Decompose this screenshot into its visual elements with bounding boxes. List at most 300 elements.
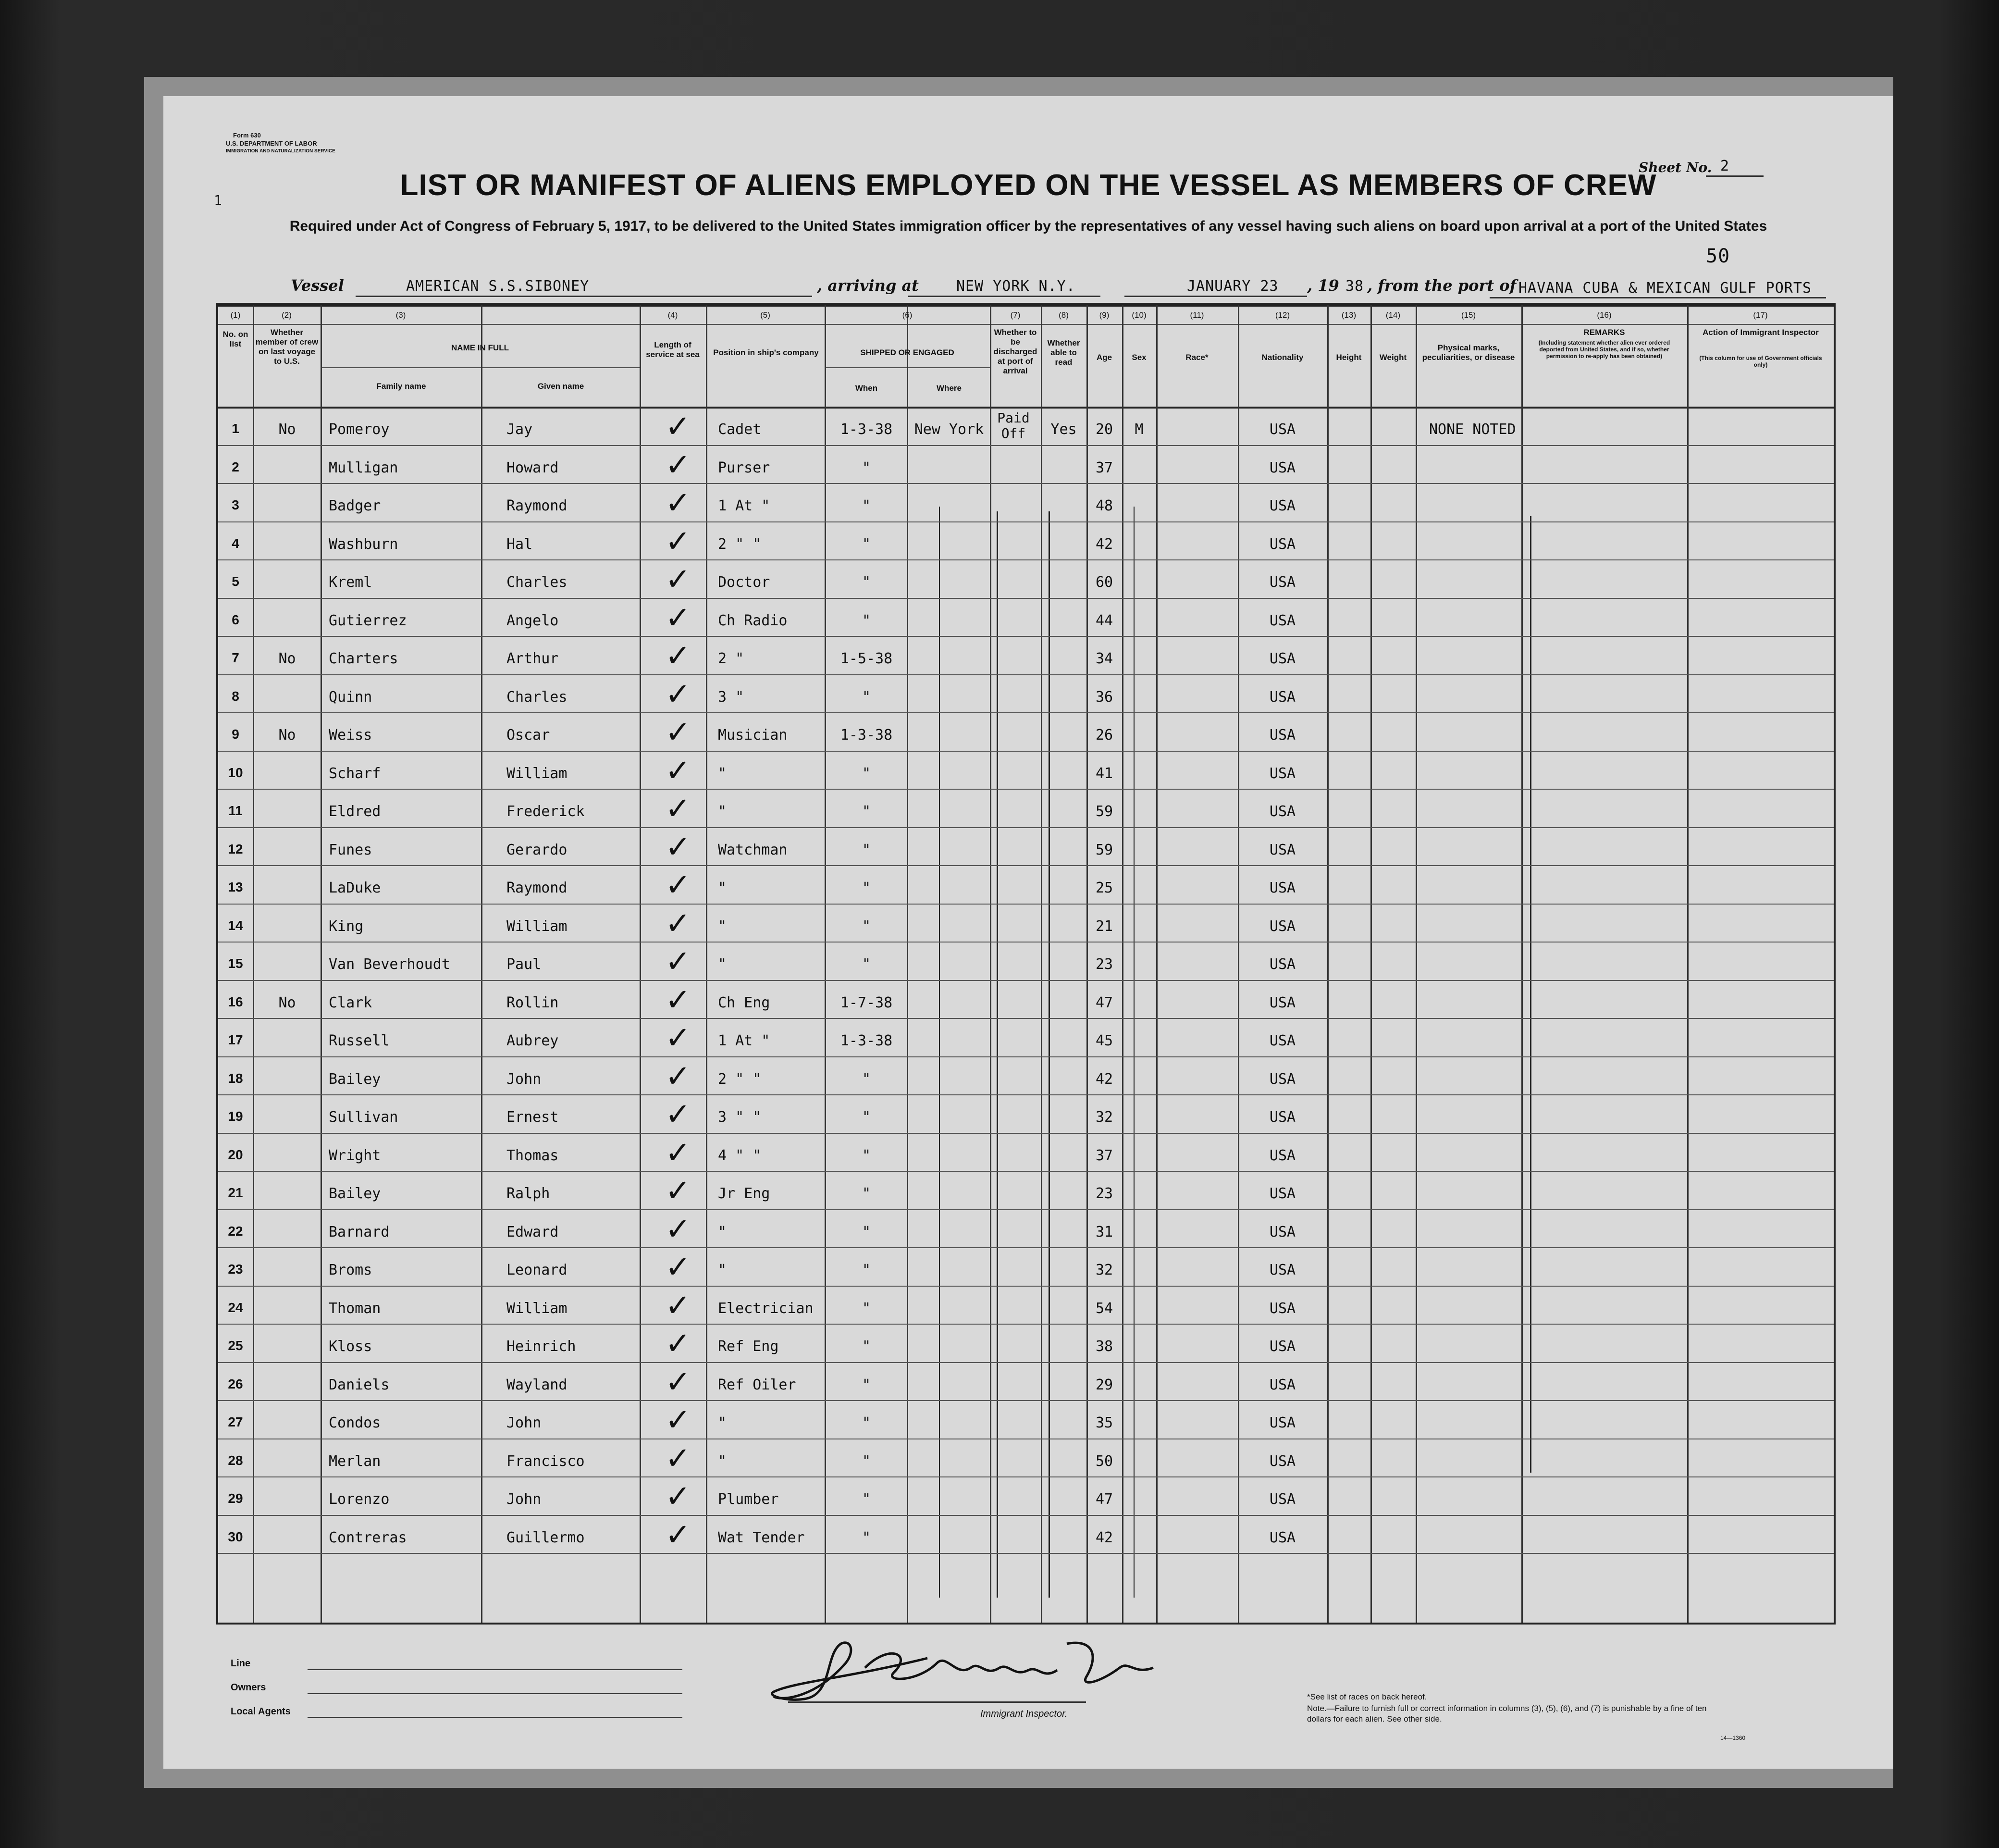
cell-row-number: 21 — [228, 1185, 243, 1200]
cell-shipped-when: " — [862, 1338, 871, 1355]
cell-shipped-when: " — [862, 880, 871, 896]
cell-given-name: Howard — [506, 459, 559, 476]
col4-header: Length of service at sea — [646, 340, 700, 359]
table-row — [218, 1094, 1834, 1133]
check-mark-icon: ✓ — [665, 944, 691, 980]
cell-shipped-when: " — [862, 1147, 871, 1164]
cell-age: 37 — [1095, 459, 1113, 476]
col10-header: Sex — [1132, 353, 1147, 362]
check-mark-icon: ✓ — [665, 982, 691, 1018]
cell-family-name: LaDuke — [329, 880, 381, 896]
check-mark-icon: ✓ — [665, 1479, 691, 1514]
col16-header: REMARKS — [1583, 328, 1625, 337]
cell-given-name: Frederick — [506, 803, 585, 820]
cell-family-name: Kloss — [329, 1338, 372, 1355]
cell-given-name: Wayland — [506, 1376, 568, 1393]
cell-age: 47 — [1095, 994, 1113, 1011]
col2-header: Whether member of crew on last voyage to U.S. — [255, 328, 319, 366]
table-row — [218, 1400, 1834, 1439]
cell-given-name: William — [506, 918, 568, 935]
check-mark-icon: ✓ — [665, 523, 691, 559]
cell-age: 59 — [1095, 841, 1113, 858]
cell-shipped-when: " — [862, 1376, 871, 1393]
cell-age: 32 — [1095, 1109, 1113, 1126]
cell-age: 59 — [1095, 803, 1113, 820]
cell-shipped-when: " — [862, 574, 871, 591]
cell-position: " — [718, 803, 727, 820]
cell-family-name: Quinn — [329, 688, 372, 706]
cell-nationality: USA — [1269, 1491, 1296, 1508]
table-row — [218, 483, 1834, 521]
cell-given-name: John — [506, 1491, 542, 1508]
page-title: LIST OR MANIFEST OF ALIENS EMPLOYED ON THE VESSEL AS MEMBERS OF CREW — [400, 169, 1657, 202]
col11-header: Race* — [1185, 353, 1209, 362]
check-mark-icon: ✓ — [665, 638, 691, 674]
local-agents-label: Local Agents — [231, 1706, 291, 1717]
cell-family-name: Barnard — [329, 1223, 390, 1240]
cell-nationality: USA — [1269, 841, 1296, 858]
cell-nationality: USA — [1269, 1147, 1296, 1164]
cell-nationality: USA — [1269, 880, 1296, 896]
cell-nationality: USA — [1269, 918, 1296, 935]
cell-family-name: Sullivan — [329, 1109, 398, 1126]
cell-shipped-when: " — [862, 688, 871, 706]
table-row — [218, 445, 1834, 484]
cell-nationality: USA — [1269, 1376, 1296, 1393]
cell-row-number: 8 — [232, 688, 239, 704]
col11-number: (11) — [1190, 310, 1204, 320]
cell-shipped-when: " — [862, 1185, 871, 1202]
check-mark-icon: ✓ — [665, 905, 691, 942]
cell-given-name: Gerardo — [506, 841, 568, 858]
cell-row-number: 29 — [228, 1491, 243, 1506]
cell-row-number: 1 — [232, 421, 239, 436]
cell-position: " — [718, 765, 727, 782]
cell-shipped-when: 1-7-38 — [840, 994, 893, 1011]
departure-port: HAVANA CUBA & MEXICAN GULF PORTS — [1518, 280, 1812, 297]
cell-position: " — [718, 1414, 727, 1431]
col9-number: (9) — [1099, 310, 1110, 320]
table-row — [218, 1286, 1834, 1324]
col5-number: (5) — [760, 310, 770, 320]
cell-shipped-when: 1-3-38 — [840, 1032, 893, 1049]
service-name: IMMIGRATION AND NATURALIZATION SERVICE — [226, 149, 335, 154]
cell-nationality: USA — [1269, 612, 1296, 629]
inspector-label: Immigrant Inspector. — [980, 1709, 1068, 1719]
cell-shipped-when: " — [862, 1109, 871, 1126]
inspector-signature — [754, 1625, 1283, 1711]
cell-shipped-when: " — [862, 1529, 871, 1546]
cell-age: 50 — [1095, 1452, 1113, 1470]
cell-given-name: Hal — [506, 535, 533, 553]
cell-row-number: 30 — [228, 1529, 243, 1544]
cell-position: Cadet — [718, 421, 762, 438]
cell-family-name: Van Beverhoudt — [329, 956, 450, 973]
check-mark-icon: ✓ — [665, 485, 691, 521]
cell-nationality: USA — [1269, 1109, 1296, 1126]
check-mark-icon: ✓ — [665, 1020, 691, 1056]
col15-header: Physical marks, peculiarities, or disease — [1422, 343, 1515, 362]
col13-header: Height — [1336, 353, 1362, 362]
cell-row-number: 14 — [228, 918, 243, 933]
col3-header: NAME IN FULL — [451, 343, 509, 352]
cell-family-name: Scharf — [329, 765, 381, 782]
cell-given-name: Raymond — [506, 880, 568, 896]
cell-nationality: USA — [1269, 421, 1296, 438]
cell-row-number: 18 — [228, 1070, 243, 1086]
table-row — [218, 1362, 1834, 1401]
cell-nationality: USA — [1269, 1185, 1296, 1202]
cell-shipped-when: 1-3-38 — [840, 727, 893, 744]
check-mark-icon: ✓ — [665, 1326, 691, 1362]
cell-given-name: John — [506, 1414, 542, 1431]
arriving-label: , arriving at — [817, 276, 919, 295]
cell-nationality: USA — [1269, 1300, 1296, 1317]
cell-shipped-where: New York — [914, 421, 984, 438]
cell-row-number: 3 — [232, 497, 239, 512]
cell-given-name: William — [506, 765, 568, 782]
col8-header: Whether able to read — [1047, 338, 1080, 367]
col6b-header: Where — [937, 384, 962, 393]
cell-family-name: Clark — [329, 994, 372, 1011]
cell-shipped-when: " — [862, 918, 871, 935]
table-row — [218, 674, 1834, 713]
cell-last-voyage: No — [278, 727, 296, 744]
cell-age: 54 — [1095, 1300, 1113, 1317]
cell-row-number: 12 — [228, 841, 243, 856]
table-row — [218, 1247, 1834, 1286]
cell-age: 42 — [1095, 1529, 1113, 1546]
cell-given-name: Heinrich — [506, 1338, 576, 1355]
cell-family-name: Kreml — [329, 574, 372, 591]
cell-age: 42 — [1095, 535, 1113, 553]
cell-age: 32 — [1095, 1262, 1113, 1278]
cell-shipped-when: " — [862, 841, 871, 858]
check-mark-icon: ✓ — [665, 1288, 691, 1324]
cell-family-name: Daniels — [329, 1376, 390, 1393]
cell-age: 36 — [1095, 688, 1113, 706]
col17-header: Action of Immigrant Inspector — [1703, 328, 1819, 337]
cell-row-number: 23 — [228, 1262, 243, 1277]
cell-shipped-when: " — [862, 1414, 871, 1431]
cell-age: 23 — [1095, 956, 1113, 973]
cell-shipped-when: " — [862, 765, 871, 782]
cell-shipped-when: " — [862, 1223, 871, 1240]
department-name: U.S. DEPARTMENT OF LABOR — [226, 140, 317, 147]
table-row — [218, 865, 1834, 904]
table-row — [218, 1515, 1834, 1553]
check-mark-icon: ✓ — [665, 447, 691, 483]
cell-age: 44 — [1095, 612, 1113, 629]
cell-given-name: Guillermo — [506, 1529, 585, 1546]
col6-number: (6) — [902, 310, 913, 320]
cell-family-name: Bailey — [329, 1070, 381, 1088]
check-mark-icon: ✓ — [665, 1517, 691, 1553]
cell-row-number: 17 — [228, 1032, 243, 1047]
cell-position: Ref Eng — [718, 1338, 779, 1355]
check-mark-icon: ✓ — [665, 868, 691, 903]
cell-shipped-when: 1-3-38 — [840, 421, 893, 438]
cell-given-name: Ernest — [506, 1109, 559, 1126]
cell-family-name: Washburn — [329, 535, 398, 553]
col10-number: (10) — [1132, 310, 1147, 320]
penalty-note: Note.—Failure to furnish full or correct information in columns (3), (5), (6), and (7) is punishable by a fine of ten dollars for each alien. See other side. — [1307, 1704, 1707, 1724]
cell-age: 60 — [1095, 574, 1113, 591]
cell-position: Ch Radio — [718, 612, 788, 629]
cell-row-number: 16 — [228, 994, 243, 1009]
cell-age: 26 — [1095, 727, 1113, 744]
print-code: 14—1360 — [1720, 1735, 1746, 1741]
arrival-date: JANUARY 23 — [1187, 278, 1279, 295]
cell-position: " — [718, 1223, 727, 1240]
cell-family-name: Badger — [329, 497, 381, 514]
check-mark-icon: ✓ — [665, 1135, 691, 1171]
sheet-label: Sheet No. — [1639, 160, 1712, 175]
table-row — [218, 751, 1834, 789]
cell-family-name: Contreras — [329, 1529, 407, 1546]
cell-position: Watchman — [718, 841, 788, 858]
owners-label: Owners — [231, 1682, 266, 1693]
vessel-label: Vessel — [291, 276, 344, 295]
cell-given-name: Oscar — [506, 727, 550, 744]
col12-header: Nationality — [1261, 353, 1304, 362]
cell-position: 3 " — [718, 688, 744, 706]
check-mark-icon: ✓ — [665, 1058, 691, 1094]
cell-given-name: Thomas — [506, 1147, 559, 1164]
col6a-header: When — [855, 384, 878, 393]
cell-row-number: 26 — [228, 1376, 243, 1391]
races-note: *See list of races on back hereof. — [1307, 1692, 1427, 1701]
sheet-number: 2 — [1720, 158, 1730, 174]
col17-number: (17) — [1753, 310, 1768, 320]
arrival-port: NEW YORK N.Y. — [956, 278, 1075, 295]
cell-position: Electrician — [718, 1300, 814, 1317]
col3b-header: Given name — [537, 382, 584, 391]
check-mark-icon: ✓ — [665, 676, 691, 712]
cell-age: 45 — [1095, 1032, 1113, 1049]
table-row — [218, 1209, 1834, 1248]
cell-row-number: 5 — [232, 574, 239, 589]
cell-given-name: Charles — [506, 574, 568, 591]
cell-shipped-when: " — [862, 956, 871, 973]
cell-position: Ref Oiler — [718, 1376, 796, 1393]
cell-age: 48 — [1095, 497, 1113, 514]
col6-header: SHIPPED OR ENGAGED — [860, 348, 954, 357]
col16-subheader: (Including statement whether alien ever ordered deported from United States, and if so, whether permission to re-apply has been obtained) — [1538, 339, 1670, 360]
cell-row-number: 9 — [232, 727, 239, 742]
cell-shipped-when: " — [862, 497, 871, 514]
table-row — [218, 712, 1834, 751]
arrival-year: 38 — [1345, 278, 1364, 295]
cell-position: 1 At " — [718, 497, 770, 514]
cell-given-name: Angelo — [506, 612, 559, 629]
cell-position: 2 " " — [718, 1070, 762, 1088]
cell-given-name: Jay — [506, 421, 533, 438]
signature-text — [754, 1629, 762, 1630]
cell-given-name: Aubrey — [506, 1032, 559, 1049]
cell-given-name: William — [506, 1300, 568, 1317]
vessel-name: AMERICAN S.S.SIBONEY — [406, 278, 590, 295]
cell-given-name: Rollin — [506, 994, 559, 1011]
cell-age: 23 — [1095, 1185, 1113, 1202]
table-row — [218, 942, 1834, 980]
cell-position: " — [718, 1452, 727, 1470]
cell-nationality: USA — [1269, 688, 1296, 706]
check-mark-icon: ✓ — [665, 1250, 691, 1285]
cell-position: Doctor — [718, 574, 770, 591]
page-mark: 1 — [214, 192, 222, 208]
cell-able-to-read: Yes — [1050, 421, 1077, 438]
col13-number: (13) — [1341, 310, 1357, 320]
check-mark-icon: ✓ — [665, 1211, 691, 1247]
check-mark-icon: ✓ — [665, 753, 691, 789]
col16-number: (16) — [1597, 310, 1612, 320]
cell-row-number: 11 — [228, 803, 243, 818]
table-row — [218, 598, 1834, 636]
cell-row-number: 4 — [232, 535, 239, 551]
check-mark-icon: ✓ — [665, 1402, 691, 1438]
cell-shipped-when: " — [862, 1070, 871, 1088]
cell-row-number: 24 — [228, 1300, 243, 1315]
cell-nationality: USA — [1269, 956, 1296, 973]
col3a-header: Family name — [376, 382, 426, 391]
cell-age: 42 — [1095, 1070, 1113, 1088]
table-row — [218, 1056, 1834, 1095]
table-row — [218, 1018, 1834, 1056]
cell-nationality: USA — [1269, 765, 1296, 782]
cell-position: Plumber — [718, 1491, 779, 1508]
cell-shipped-when: " — [862, 1300, 871, 1317]
cell-age: 35 — [1095, 1414, 1113, 1431]
table-row — [218, 407, 1834, 445]
cell-shipped-when: " — [862, 1491, 871, 1508]
cell-family-name: Lorenzo — [329, 1491, 390, 1508]
cell-shipped-when: " — [862, 803, 871, 820]
cell-age: 31 — [1095, 1223, 1113, 1240]
check-mark-icon: ✓ — [665, 1364, 691, 1400]
table-row — [218, 1133, 1834, 1171]
cell-nationality: USA — [1269, 727, 1296, 744]
cell-position: Wat Tender — [718, 1529, 805, 1546]
cell-physical-marks: NONE NOTED — [1429, 421, 1516, 438]
table-row — [218, 1439, 1834, 1477]
cell-last-voyage: No — [278, 994, 296, 1011]
crew-table — [216, 303, 1836, 1625]
cell-given-name: Francisco — [506, 1452, 585, 1470]
check-mark-icon: ✓ — [665, 1440, 691, 1476]
table-row — [218, 559, 1834, 598]
check-mark-icon: ✓ — [665, 409, 691, 445]
cell-given-name: Raymond — [506, 497, 568, 514]
check-mark-icon: ✓ — [665, 829, 691, 865]
cell-family-name: Eldred — [329, 803, 381, 820]
cell-position: 4 " " — [718, 1147, 762, 1164]
col7-number: (7) — [1010, 310, 1021, 320]
cell-age: 41 — [1095, 765, 1113, 782]
cell-family-name: Weiss — [329, 727, 372, 744]
cell-age: 29 — [1095, 1376, 1113, 1393]
cell-nationality: USA — [1269, 1223, 1296, 1240]
cell-row-number: 2 — [232, 459, 239, 474]
cell-nationality: USA — [1269, 803, 1296, 820]
cell-position: Purser — [718, 459, 770, 476]
cell-nationality: USA — [1269, 574, 1296, 591]
cell-row-number: 28 — [228, 1452, 243, 1468]
cell-family-name: Charters — [329, 650, 398, 667]
cell-family-name: Broms — [329, 1262, 372, 1278]
cell-family-name: Wright — [329, 1147, 381, 1164]
year-prefix: , 19 — [1307, 276, 1339, 295]
table-row — [218, 904, 1834, 942]
cell-age: 21 — [1095, 918, 1113, 935]
cell-position: 2 " " — [718, 535, 762, 553]
cell-nationality: USA — [1269, 535, 1296, 553]
cell-last-voyage: No — [278, 650, 296, 667]
cell-position: 2 " — [718, 650, 744, 667]
cell-nationality: USA — [1269, 1338, 1296, 1355]
cell-row-number: 7 — [232, 650, 239, 665]
cell-nationality: USA — [1269, 1262, 1296, 1278]
cell-row-number: 22 — [228, 1223, 243, 1239]
cell-nationality: USA — [1269, 1070, 1296, 1088]
cell-shipped-when: " — [862, 1262, 871, 1278]
cell-family-name: King — [329, 918, 364, 935]
table-row — [218, 636, 1834, 674]
table-row — [218, 827, 1834, 866]
cell-given-name: Paul — [506, 956, 542, 973]
table-row — [218, 789, 1834, 827]
cell-given-name: Leonard — [506, 1262, 568, 1278]
cell-shipped-when: " — [862, 612, 871, 629]
cell-given-name: John — [506, 1070, 542, 1088]
col12-number: (12) — [1275, 310, 1290, 320]
col8-number: (8) — [1059, 310, 1069, 320]
cell-shipped-when: " — [862, 535, 871, 553]
cell-family-name: Condos — [329, 1414, 381, 1431]
col7-header: Whether to be discharged at port of arrival — [993, 328, 1037, 375]
col5-header: Position in ship's company — [713, 348, 819, 357]
cell-row-number: 15 — [228, 956, 243, 971]
cell-family-name: Bailey — [329, 1185, 381, 1202]
cell-nationality: USA — [1269, 1032, 1296, 1049]
cell-row-number: 19 — [228, 1109, 243, 1124]
cell-position: Jr Eng — [718, 1185, 770, 1202]
cell-age: 25 — [1095, 880, 1113, 896]
page-subtitle: Required under Act of Congress of February 5, 1917, to be delivered to the United States immigration officer by the representatives of any vessel having such aliens on board upon arrival at a port of the United States — [289, 218, 1767, 234]
col3-number: (3) — [395, 310, 406, 320]
cell-nationality: USA — [1269, 650, 1296, 667]
cell-position: " — [718, 880, 727, 896]
cell-position: 1 At " — [718, 1032, 770, 1049]
cell-position: " — [718, 918, 727, 935]
cell-family-name: Russell — [329, 1032, 390, 1049]
cell-nationality: USA — [1269, 497, 1296, 514]
cell-position: " — [718, 1262, 727, 1278]
cell-family-name: Mulligan — [329, 459, 398, 476]
table-row — [218, 1476, 1834, 1515]
cell-age: 47 — [1095, 1491, 1113, 1508]
cell-row-number: 20 — [228, 1147, 243, 1162]
cell-family-name: Thoman — [329, 1300, 381, 1317]
table-row — [218, 1171, 1834, 1209]
cell-position: 3 " " — [718, 1109, 762, 1126]
cell-nationality: USA — [1269, 1414, 1296, 1431]
line-label: Line — [231, 1658, 251, 1669]
cell-position: Ch Eng — [718, 994, 770, 1011]
cell-sex: M — [1135, 421, 1144, 438]
corner-number: 50 — [1706, 245, 1730, 267]
table-row — [218, 521, 1834, 560]
